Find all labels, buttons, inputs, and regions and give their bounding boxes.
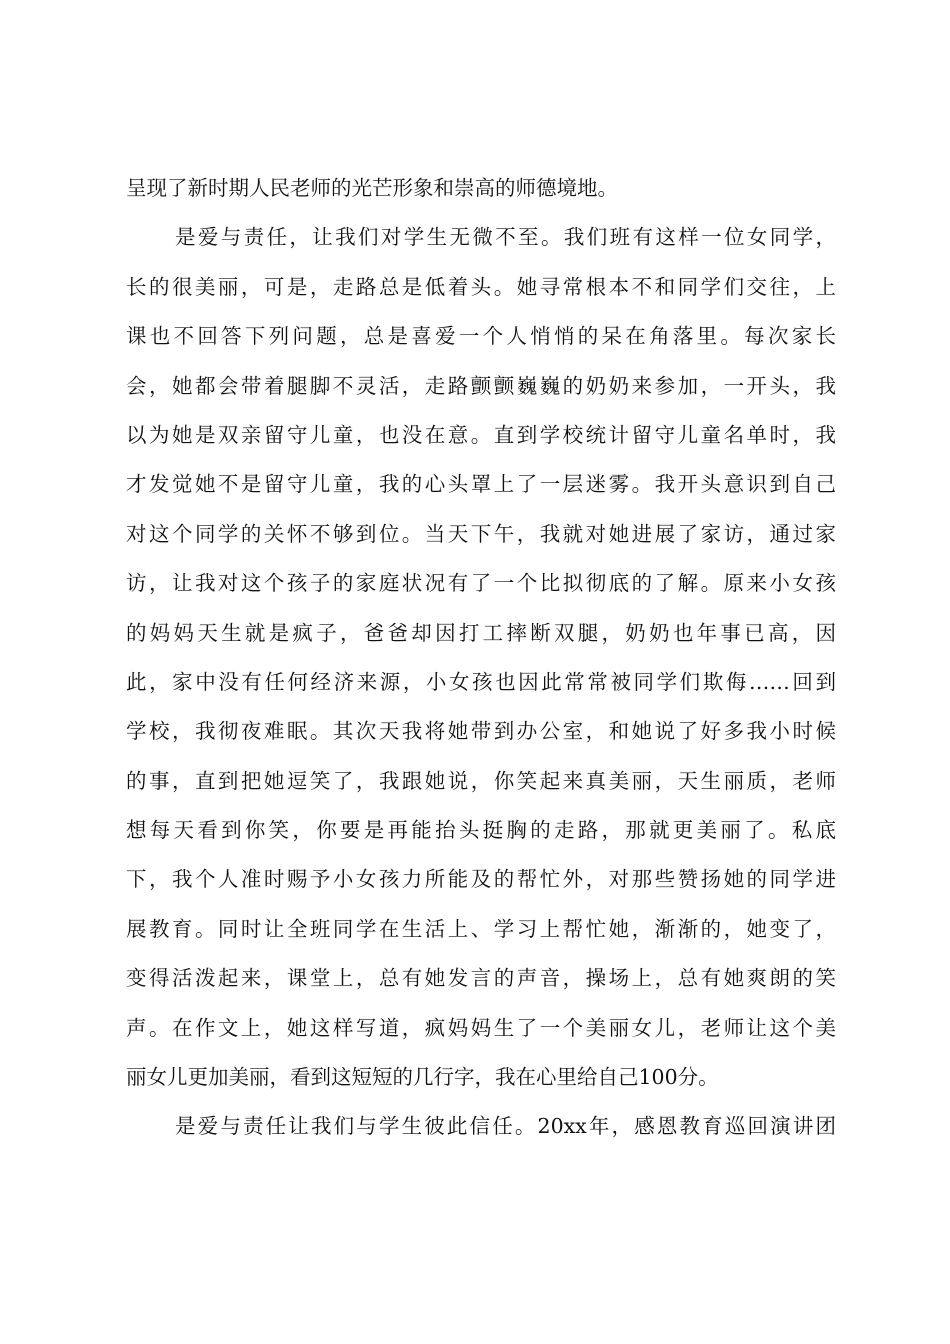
text-line: 想每天看到你笑，你要是再能抬头挺胸的走路，那就更美丽了。私底 [126, 818, 836, 843]
text-line: 呈现了新时期人民老师的光芒形象和崇高的师德境地。 [126, 176, 618, 200]
text-line: 才发觉她不是留守儿童，我的心头罩上了一层迷雾。我开头意识到自己 [126, 472, 836, 497]
text-line: 展教育。同时让全班同学在生活上、学习上帮忙她，渐渐的，她变了， [126, 916, 836, 941]
paragraph-end-line: 丽女儿更加美丽，看到这短短的几行字，我在心里给自己100分。 [126, 1065, 719, 1090]
text-line: 学校，我彻夜难眠。其次天我将她带到办公室，和她说了好多我小时候 [126, 719, 836, 744]
text-line: 长的很美丽，可是，走路总是低着头。她寻常根本不和同学们交往，上 [126, 274, 836, 299]
text-line: 以为她是双亲留守儿童，也没在意。直到学校统计留守儿童名单时，我 [126, 422, 836, 447]
text-line: 课也不回答下列问题，总是喜爱一个人悄悄的呆在角落里。每次家长 [126, 324, 836, 349]
text-line: 变得活泼起来，课堂上，总有她发言的声音，操场上，总有她爽朗的笑 [126, 966, 836, 991]
text-line: 下，我个人准时赐予小女孩力所能及的帮忙外，对那些赞扬她的同学进 [126, 867, 836, 892]
text-line: 的事，直到把她逗笑了，我跟她说，你笑起来真美丽，天生丽质，老师 [126, 768, 836, 793]
text-line: 会，她都会带着腿脚不灵活，走路颤颤巍巍的奶奶来参加，一开头，我 [126, 373, 836, 398]
text-line: 的妈妈天生就是疯子，爸爸却因打工摔断双腿，奶奶也年事已高，因 [126, 620, 836, 645]
paragraph-start-line: 是爱与责任让我们与学生彼此信任。20xx年，感恩教育巡回演讲团 [175, 1114, 836, 1139]
text-line: 此，家中没有任何经济来源，小女孩也因此常常被同学们欺侮……回到 [126, 669, 836, 694]
paragraph-start-line: 是爱与责任，让我们对学生无微不至。我们班有这样一位女同学， [175, 225, 836, 250]
text-line: 声。在作文上，她这样写道，疯妈妈生了一个美丽女儿，老师让这个美 [126, 1015, 836, 1040]
text-line: 访，让我对这个孩子的家庭状况有了一个比拟彻底的了解。原来小女孩 [126, 571, 836, 596]
body-text [126, 164, 836, 1152]
text-line: 对这个同学的关怀不够到位。当天下午，我就对她进展了家访，通过家 [126, 521, 836, 546]
